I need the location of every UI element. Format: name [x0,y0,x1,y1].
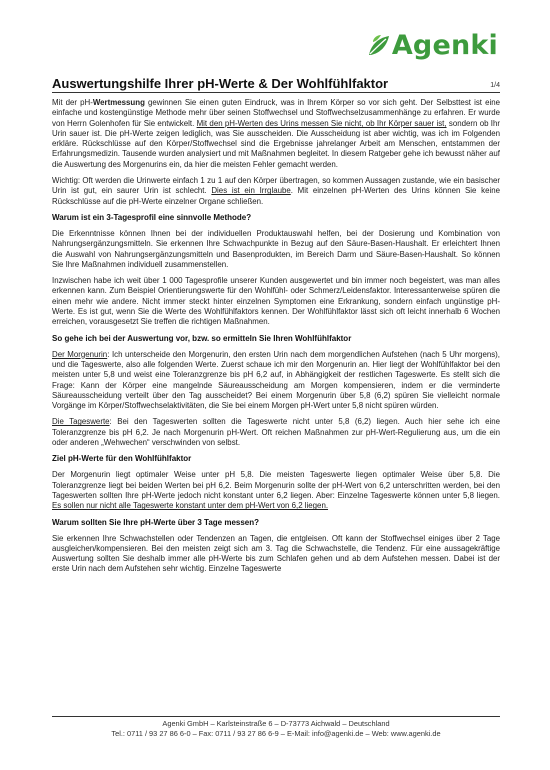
paragraph-intro [52,98,500,170]
section-heading-3-day-profile: Warum ist ein 3-Tagesprofil eine sinnvolle Methode? [52,212,252,222]
brand-name: Agenki [391,30,498,61]
paragraph-insights: Die Erkenntnisse können Ihnen bei der individuellen Produktauswahl helfen, bei der Dosierung und Kombination von Nahrungsergänzungsmitteln. Sie erkennen Ihre Schwachpunkte in Bezug auf den Säure-Basen-Haushalt. Er erleichtert Ihnen die Auswahl von Nahrungsergänzungsmitteln und Basenprodukten, im Bereich Darm und Säure-Basen-Haushalt. So können Sie Ihre Maßnahmen individuell zusammenstellen. [52,228,500,269]
paragraph-important [52,176,500,207]
paragraph-target-values [52,470,500,511]
text-run: Mit der pH- [52,98,93,107]
text-run-underlined: Die Tageswerte [52,417,110,427]
paragraph-experience: Inzwischen habe ich weit über 1 000 Tagesprofile unserer Kunden ausgewertet und bin immer noch begeistert, was man alles erkennen kann. Zum Beispiel Orientierungswerte für den Wohlfühl- oder Schmerz/Leidensfaktor. Interessanterweise spüren die einen mehr wie andere. Nicht immer steckt hinter einzelnen Symptomen eine Erkrankung, sondern einfach ungünstige pH-Werte. Es ist gut, wenn Sie die Werte des Wohlfühlfaktors kennen. Der Wohlfühlfaktor lässt sich oft leicht innerhalb 6 Wochen erreichen, vorausgesetzt Sie treffen die richtigen Maßnahmen. [52,276,500,327]
section-heading-target-values: Ziel pH-Werte für den Wohlfühlfaktor [52,454,192,464]
text-run: : Ich unterscheide den Morgenurin, den ersten Urin nach dem morgendlichen Aufstehen (nach 5 Uhr morgens), und die Tageswerte, also alle folgenden Werte. Zuerst schaue ich mir den Morgenurin an. Hier liegt der Wohlfühlfaktor bei den meisten unter 5,8 und weist eine Toleranzgrenze bis pH 6,2 auf, in Abhängigkeit der restlichen Tageswerte. Es stellt sich die Frage: Kann der Körper eine mangelnde Säureausscheidung am Morgen kompensieren, indem er die verminderte Säureausscheidung verteilt über den Tag ausscheidet? Bei einem Morgenurin über 5,8 (6,2) spüren Sie vielleicht normale Vorgänge im Körper/Stoffwechselaktivitäten, die Sie bei einem Morgen pH-Wert unter 5,8 nicht spüren würden. [52,349,500,411]
text-run: gewinnen Sie einen guten Eindruck, was in Ihrem Körper so vor sich geht. Der Selbsttest ist eine einfache und kostengünstige Methode mehr über seinen Stoffwechsel und Stoffwechselzusammenhänge zu erfahren. Er wurde von Herrn Golenhofen für Sie entwickelt. [52,98,500,128]
text-run: . Mit einzelnen pH-Werten des Urins können Sie keine Rückschlüsse auf die pH-Werte einzelner Organe schließen. [52,186,500,206]
footer-address: Agenki GmbH – Karlsteinstraße 6 – D-73773 Aichwald – Deutschland [162,719,390,728]
text-run-underlined: Es sollen nur nicht alle Tageswerte konstant unter dem pH-Wert von 6,2 liegen. [52,501,329,511]
document-title: Auswertungshilfe Ihrer pH-Werte & Der Wohlfühlfaktor [52,76,389,91]
agenki-logo [366,30,498,61]
paragraph-morning-urine [52,350,500,412]
text-run-underlined: Mit den pH-Werten des Urins messen Sie nicht, ob Ihr Körper sauer ist, [196,118,447,128]
page-number: 1/4 [490,82,500,89]
text-run: Der Morgenurin liegt optimaler Weise unter pH 5,8. Die meisten Tageswerte liegen optimaler Weise über 5,8. Die Toleranzgrenze liegt bei beiden Werten bei pH 6,2. Beim Morgenurin sollte der pH-Wert von 6,2 unterschritten werden, bei den Tageswerten sollten Ihre pH-Werte jedoch nicht konstant unter 6,2 liegen. Aber: Einzelne Tageswerte können unter 5,8 liegen. [52,470,500,500]
text-run: Wichtig: Oft werden die Urinwerte einfach 1 zu 1 auf den Körper übertragen, so kommen Aussagen zustande, wie ein basischer Urin ist gut, ein saurer Urin ist schlecht. [52,176,500,196]
page-footer [52,716,500,739]
document-body [52,98,500,581]
text-run-underlined: Dies ist ein Irrglaube [211,186,291,196]
paragraph-3-days: Sie erkennen Ihre Schwachstellen oder Tendenzen an Tagen, die entgleisen. Oft kann der Stoffwechsel einiges über 2 Tage ausgleichen/kompensieren. Bei den meisten zeigt sich am 3. Tag die Schwachstelle, die Tendenz. Für eine aussagekräftige Auswertung sollten Sie deshalb immer alle pH-Werte bis zum Schlafen gehen und ab dem Aufstehen messen. Dabei ist der erste Urin nach dem Aufstehen sehr wichtig. Einzelne Tageswerte [52,533,500,574]
text-run-bold: Wertmessung [92,98,145,107]
section-heading-3-days: Warum sollten Sie Ihre pH-Werte über 3 Tage messen? [52,517,260,527]
text-run: : Bei den Tageswerten sollten die Tageswerte nicht unter 5,8 (6,2) liegen. Auch hier sehe ich eine Toleranzgrenze bis pH 6,2. Je nach Morgenurin pH-Wert. Oft reichen Maßnahmen zur pH-Wert-Regulierung aus, um die ein oder anderen „Wehwechen“ verschwinden von selbst. [52,417,500,448]
paragraph-daily-values [52,417,500,448]
title-row [52,76,500,93]
section-heading-evaluation: So gehe ich bei der Auswertung vor, bzw. so ermitteln Sie Ihren Wohlfühlfaktor [52,333,352,343]
text-run-underlined: Der Morgenurin [52,349,108,359]
footer-contact: Tel.: 0711 / 93 27 86 6-0 – Fax: 0711 / 93 27 86 6-9 – E-Mail: info@agenki.de – Web: www.agenki.de [111,729,441,738]
text-run: sondern ob Ihr Urin sauer ist. Die pH-Werte zeigen lediglich, was Sie ausscheiden. Die Ausscheidung ist aber wichtig, was ich im Folgenden erkläre. Rückschlüsse auf den Körper/Stoffwechsel sind die Ergebnisse jahrelanger Arbeit am Menschen, entstammen der Erfahrungsmedizin. Tausende wurden analysiert und mit Maßnahmen begleitet. In diesem Ratgeber gehe ich bewusst näher auf die Auswertung des Morgenurins ein, da hier die meisten Fehler gemacht werden. [52,118,501,169]
leaf-icon [366,33,392,59]
